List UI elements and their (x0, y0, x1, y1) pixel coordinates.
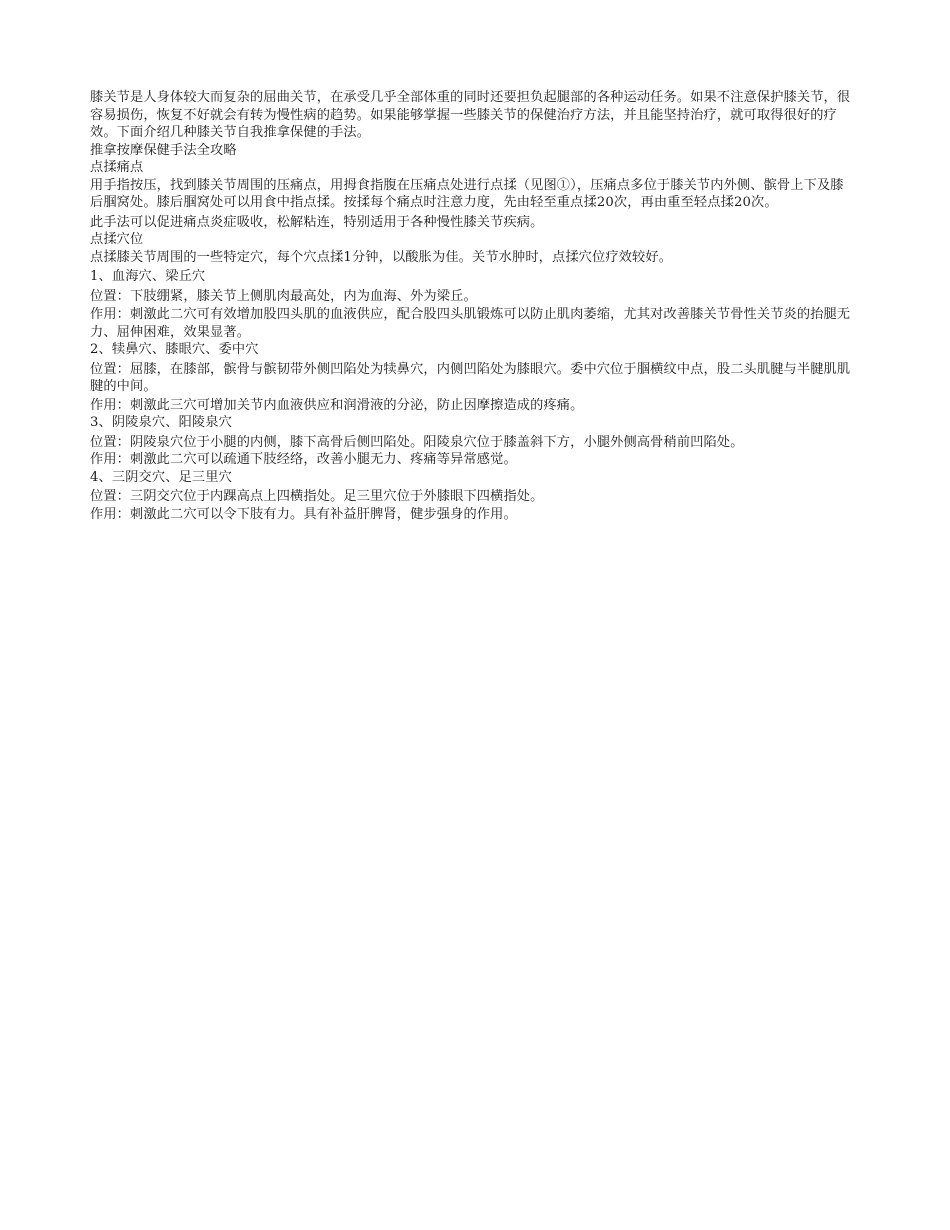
acupoint-item-effect: 作用：刺激此二穴可有效增加股四头肌的血液供应，配合股四头肌锻炼可以防止肌肉萎缩，尤其对改善膝关节骨性关节炎的抬腿无力、屈伸困难，效果显著。 (90, 307, 851, 340)
acupoint-item-title: 2、犊鼻穴、膝眼穴、委中穴 (90, 342, 259, 357)
acupoint-item-title: 3、阴陵泉穴、阳陵泉穴 (90, 415, 232, 430)
acupoint-item-position: 位置：屈膝，在膝部，髌骨与髌韧带外侧凹陷处为犊鼻穴，内侧凹陷处为膝眼穴。委中穴位于腘横纹中点，股二头肌腱与半腱肌肌腱的中间。 (90, 361, 851, 394)
acupoint-item-position: 位置：下肢绷紧，膝关节上侧肌肉最高处，内为血海、外为梁丘。 (90, 288, 477, 304)
main-heading: 推拿按摩保健手法全攻略 (90, 142, 237, 158)
acupoint-item-effect: 作用：刺激此二穴可以令下肢有力。具有补益肝脾肾，健步强身的作用。 (90, 506, 517, 522)
intro-paragraph: 膝关节是人身体较大而复杂的屈曲关节，在承受几乎全部体重的同时还要担负起腿部的各种运动任务。如果不注意保护膝关节，很容易损伤，恢复不好就会有转为慢性病的趋势。如果能够掌握一些膝关节的保健治疗方法，并且能坚持治疗，就可取得很好的疗效。下面介绍几种膝关节自我推拿保健的手法。 (90, 90, 851, 140)
section-heading-acupoints: 点揉穴位 (90, 232, 144, 247)
acupoint-item-title: 1、血海穴、梁丘穴 (90, 269, 206, 284)
document-body (90, 89, 852, 523)
acupoint-item-position: 位置：三阴交穴位于内踝高点上四横指处。足三里穴位于外膝眼下四横指处。 (90, 489, 544, 504)
pain-points-method-paragraph: 用手指按压，找到膝关节周围的压痛点，用拇食指腹在压痛点处进行点揉（见图①），压痛点多位于膝关节内外侧、髌骨上下及膝后腘窝处。膝后腘窝处可以用食中指点揉。按揉每个痛点时注意力度，先由轻至重点揉20次，再由重至轻点揉20次。 (90, 177, 844, 210)
acupoints-intro-paragraph: 点揉膝关节周围的一些特定穴，每个穴点揉1分钟，以酸胀为佳。关节水肿时，点揉穴位疗效较好。 (90, 249, 673, 265)
acupoint-item-title: 4、三阴交穴、足三里穴 (90, 469, 232, 485)
acupoint-item-effect: 作用：刺激此三穴可增加关节内血液供应和润滑液的分泌，防止因摩擦造成的疼痛。 (90, 397, 584, 413)
acupoint-item-effect: 作用：刺激此二穴可以疏通下肢经络，改善小腿无力、疼痛等异常感觉。 (90, 452, 517, 467)
section-heading-pain-points: 点揉痛点 (90, 160, 144, 175)
pain-points-benefit-paragraph: 此手法可以促进痛点炎症吸收，松解粘连，特别适用于各种慢性膝关节疾病。 (90, 214, 544, 230)
acupoint-item-position: 位置：阴陵泉穴位于小腿的内侧，膝下高骨后侧凹陷处。阳陵泉穴位于膝盖斜下方，小腿外侧高骨稍前凹陷处。 (90, 434, 744, 450)
